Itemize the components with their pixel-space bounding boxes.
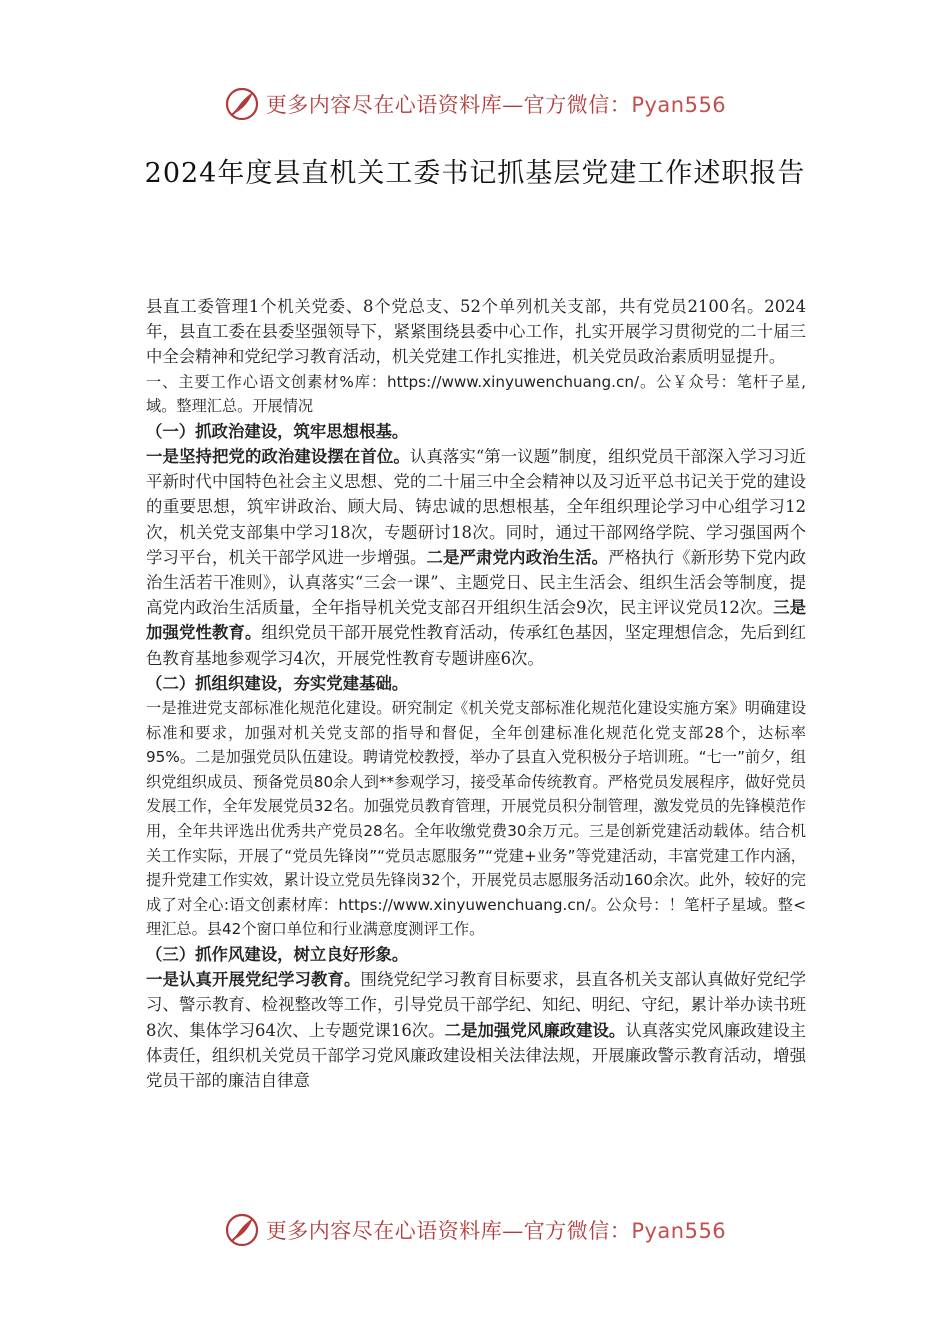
style-point-2-text: 认真落实党风廉政建设主体责任，组织机关党员干部学习党风廉政建设相关法律法规，开展廉政警示教育活动，增强党员干部的廉洁自律意 xyxy=(146,1020,807,1090)
paragraph-organization: 一是推进党支部标准化规范化建设。研究制定《机关党支部标准化规范化建设实施方案》明确建设标准和要求，加强对机关党支部的指导和督促，全年创建标准化规范化党支部28个，达标率95%。二是加强党员队伍建设。聘请党校教授，举办了县直入党积极分子培训班。“七一”前夕，组织党组织成员、预备党员80余人到**参观学习，接受革命传统教育。严格党员发展程序，做好党员发展工作，全年发展党员32名。加强党员教育管理，开展党员积分制管理，激发党员的先锋模范作用，全年共评选出优秀共产党员28名。全年收缴党费30余万元。三是创新党建活动载体。结合机关工作实际，开展了“党员先锋岗”“党员志愿服务”“党建+业务”等党建活动，丰富党建工作内涵，提升党建工作实效，累计设立党员先锋岗32个，开展党员志愿服务活动160余次。此外，较好的完成了对全心:语文创素材库：https://www.xinyuwenchuang.cn/。公众号：！笔杆子星域。整<理汇总。县42个窗口单位和行业满意度测评工作。 xyxy=(146,699,806,939)
intro-paragraph: 县直工委管理1个机关党委、8个党总支、52个单列机关支部，共有党员2100名。2024年，县直工委在县委坚强领导下，紧紧围绕县委中心工作，扎实开展学习贯彻党的二十届三中全会精神和党纪学习教育活动，机关党建工作扎实推进，机关党员政治素质明显提升。 xyxy=(146,297,806,367)
banner-text: 更多内容尽在心语资料库—官方微信：Pyan556 xyxy=(265,93,727,117)
wechat-id: Pyan556 xyxy=(631,1219,727,1243)
banner-text: 更多内容尽在心语资料库—官方微信：Pyan556 xyxy=(265,1219,727,1243)
quill-pen-logo-icon xyxy=(224,86,260,122)
style-point-1-lead: 一是认真开展党纪学习教育。 xyxy=(146,970,361,990)
paragraph-style xyxy=(146,967,806,1093)
point-2-text: 严格执行《新形势下党内政治生活若干准则》，认真落实“三会一课”、主题党日、民主生活会、组织生活会等制度，提高党内政治生活质量，全年指导机关党支部召开组织生活会9次，民主评议党员12次。 xyxy=(146,547,806,618)
paragraph-political xyxy=(146,444,806,671)
header-banner xyxy=(0,84,950,124)
wechat-id: Pyan556 xyxy=(631,93,727,117)
section-heading-1: 一、主要工作心语文创素材%库：https://www.xinyuwenchuang.cn/。公￥众号：笔杆子星,域。整理汇总。开展情况 xyxy=(146,372,806,416)
subheading-political: （一）抓政治建设，筑牢思想根基。 xyxy=(146,421,409,441)
subheading-organization: （二）抓组织建设，夯实党建基础。 xyxy=(146,673,409,693)
point-3-text: 组织党员干部开展党性教育活动，传承红色基因，坚定理想信念，先后到红色教育基地参观学习4次，开展党性教育专题讲座6次。 xyxy=(146,623,807,668)
point-3-lead: 三是加强党性教育。 xyxy=(146,598,806,643)
point-2-lead: 二是严肃党内政治生活。 xyxy=(426,547,609,567)
document-title: 2024年度县直机关工委书记抓基层党建工作述职报告 xyxy=(144,158,806,189)
style-point-1-text: 围绕党纪学习教育目标要求，县直各机关支部认真做好党纪学习、警示教育、检视整改等工作，引导党员干部学纪、知纪、明纪、守纪，累计举办读书班8次、集体学习64次、上专题党课16次。 xyxy=(146,970,807,1040)
point-1-lead: 一是坚持把党的政治建设摆在首位。 xyxy=(146,447,410,466)
subheading-style: （三）抓作风建设，树立良好形象。 xyxy=(146,944,409,964)
style-point-2-lead: 二是加强党风廉政建设。 xyxy=(444,1020,626,1040)
footer-banner xyxy=(0,1210,950,1250)
point-1-text: 认真落实“第一议题”制度，组织党员干部深入学习习近平新时代中国特色社会主义思想、党的二十届三中全会精神以及习近平总书记关于党的建设的重要思想，筑牢讲政治、顾大局、铸忠诚的思想根基，全年组织理论学习中心组学习12次，机关党支部集中学习18次，专题研讨18次。同时，通过干部网络学院、学习强国两个学习平台，机关干部学风进一步增强。 xyxy=(146,447,807,567)
quill-pen-logo-icon xyxy=(224,1212,260,1248)
document-body xyxy=(146,294,806,1093)
